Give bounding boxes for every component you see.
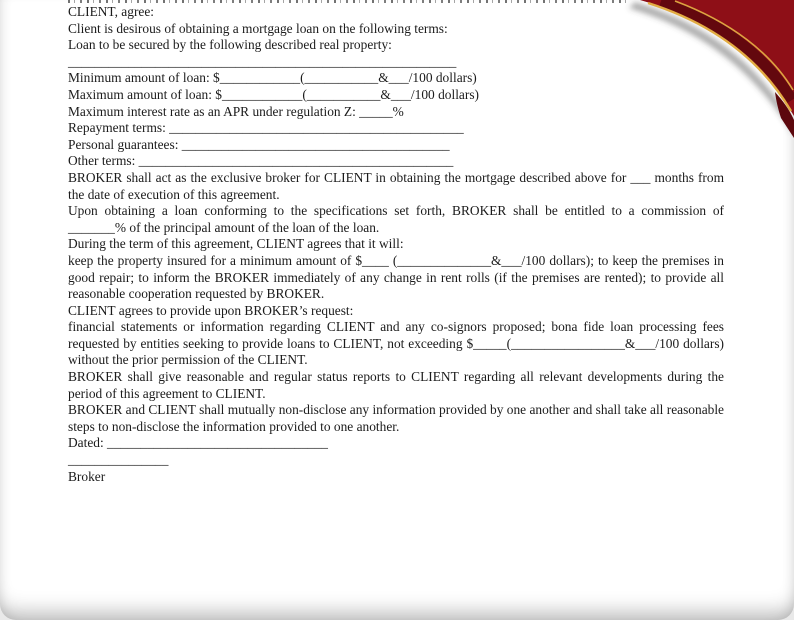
clause-during-term-intro: During the term of this agreement, CLIENT agrees that it will: <box>68 236 404 252</box>
clause-client-provides-intro: CLIENT agrees to provide upon BROKER’s request: <box>68 302 354 318</box>
clause-client-provides-body: financial statements or information regarding CLIENT and any co-signors proposed; bona fide loan processing fees requested by entities seeking to provide loans to CLIENT, not exceeding $_____(_________________&___/100 dollars) without the prior permission of the CLIENT. <box>68 319 724 368</box>
field-minimum-amount: Minimum amount of loan: $____________(___________&___/100 dollars) <box>68 70 477 86</box>
agreement-body <box>68 0 724 485</box>
cut-off-text-remnant <box>68 0 626 3</box>
clause-status-reports: BROKER shall give reasonable and regular status reports to CLIENT regarding all relevant developments during the period of this agreement to CLIENT. <box>68 369 724 401</box>
clause-exclusive-broker: BROKER shall act as the exclusive broker for CLIENT in obtaining the mortgage described above for ___ months from the date of execution of this agreement. <box>68 169 724 202</box>
broker-signature-label: Broker <box>68 468 106 484</box>
field-dated: Dated: _________________________________ <box>68 435 328 451</box>
field-maximum-amount: Maximum amount of loan: $____________(___________&___/100 dollars) <box>68 86 479 102</box>
clause-during-term-body: keep the property insured for a minimum amount of $____ (______________&___/100 dollars); to keep the premises in good repair; to inform the BROKER immediately of any change in rent rolls (if the premises are rented); to provide all reasonable cooperation requested by BROKER. <box>68 252 724 302</box>
clause-property-label: Loan to be secured by the following described real property: <box>68 37 392 53</box>
client-agree-fragment: CLIENT, agree: <box>68 4 155 19</box>
field-personal-guarantees: Personal guarantees: ________________________________________ <box>68 136 450 152</box>
clause-desirous: Client is desirous of obtaining a mortgage loan on the following terms: <box>68 20 448 36</box>
clause-commission: Upon obtaining a loan conforming to the specifications set forth, BROKER shall be entitled to a commission of _______% of the principal amount of the loan of the loan. <box>68 203 724 235</box>
property-blank-line: __________________________________________________________ <box>68 53 457 69</box>
broker-signature-line: _______________ <box>68 452 169 468</box>
ribbon-fold-tail <box>775 92 794 138</box>
field-repayment-terms: Repayment terms: ____________________________________________ <box>68 120 464 136</box>
field-apr-rate: Maximum interest rate as an APR under regulation Z: _____% <box>68 103 404 119</box>
field-other-terms: Other terms: _______________________________________________ <box>68 153 454 169</box>
clause-non-disclosure: BROKER and CLIENT shall mutually non-disclose any information provided by one another and shall take all reasonable steps to non-disclose the information provided to one another. <box>68 402 724 434</box>
